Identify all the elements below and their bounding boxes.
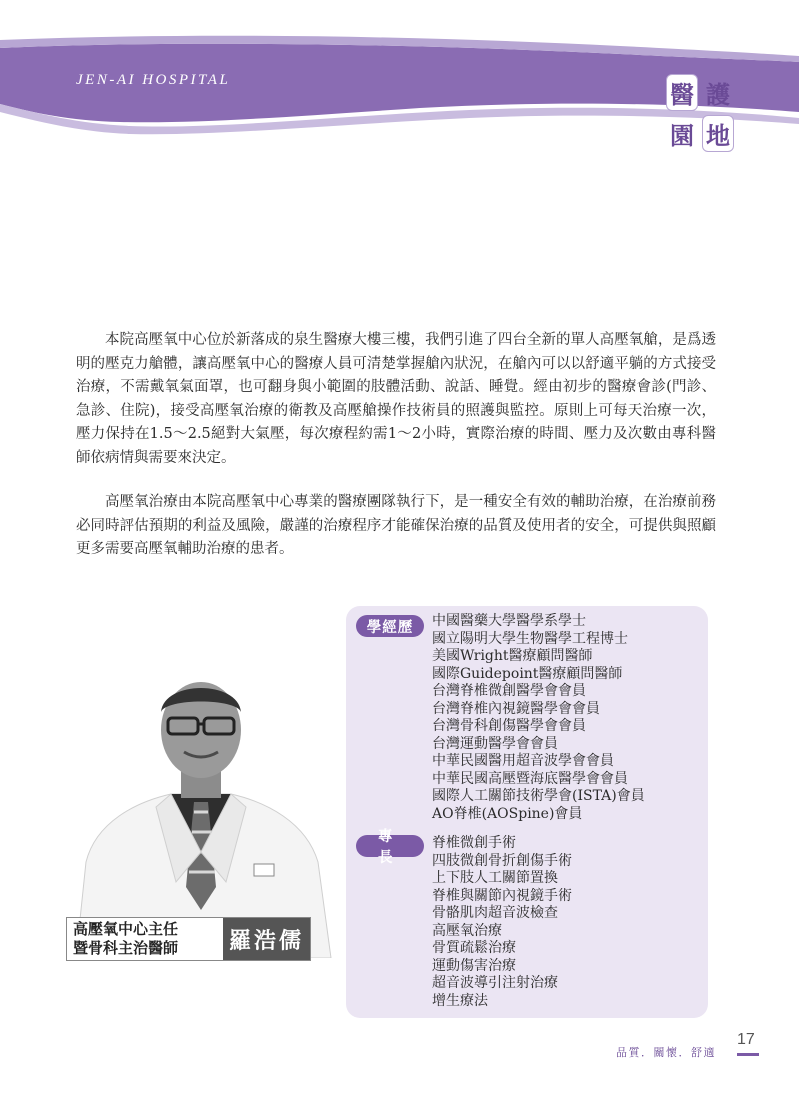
page-number: 17 xyxy=(737,1031,755,1048)
doctor-portrait xyxy=(56,652,346,958)
specialty-item: 超音波導引注射治療 xyxy=(432,975,558,991)
specialty-label: 專長 xyxy=(356,835,424,857)
specialty-item: 高壓氧治療 xyxy=(432,922,502,939)
specialty-list xyxy=(432,835,572,1010)
specialty-item: 脊椎與關節內視鏡手術 xyxy=(432,887,572,904)
specialty-item: 增生療法 xyxy=(432,992,488,1009)
doctor-titles xyxy=(67,918,223,960)
doctor-name: 羅浩儒 xyxy=(223,918,310,960)
doctor-info-panel xyxy=(346,606,708,1018)
education-item: 中國醫藥大學醫學系學士 xyxy=(432,613,586,629)
education-item: 中華民國高壓暨海底醫學會會員 xyxy=(432,770,628,787)
article-paragraph: 高壓氧治療由本院高壓氧中心專業的醫療團隊執行下，是一種安全有效的輔助治療，在治療前務必同時評估預期的利益及風險，嚴謹的治療程序才能確保治療的品質及使用者的安全，可提供與照顧更多需要高壓氧輔助治療的患者。 xyxy=(76,494,716,557)
footer-rule xyxy=(737,1053,759,1056)
footer-tagline: 品質．關懷．舒適 xyxy=(616,1046,716,1059)
section-badge xyxy=(664,72,736,150)
doctor-title-line: 暨骨科主治醫師 xyxy=(73,939,179,957)
education-item: 國立陽明大學生物醫學工程博士 xyxy=(432,630,628,647)
specialty-item: 四肢微創骨折創傷手術 xyxy=(432,852,572,869)
badge-char: 護 xyxy=(706,81,730,109)
article-paragraph: 本院高壓氧中心位於新落成的泉生醫療大樓三樓，我們引進了四台全新的單人高壓氧艙，是爲透明的壓克力艙體，讓高壓氧中心的醫療人員可清楚掌握艙內狀況，在艙內可以以舒適平躺的方式接受治療，不需戴氧氣面罩，也可翻身與小範圍的肢體活動、說話、睡覺。經由初步的醫療會診(門診、急診、住院)，接受高壓氧治療的衛教及高壓艙操作技術員的照護與監控。原則上可每天治療一次，壓力保持在1.5～2.5絕對大氣壓，每次療程約需1～2小時，實際治療的時間、壓力及次數由專科醫師依病情與需要來決定。 xyxy=(76,332,716,466)
education-item: 國際Guidepoint醫療顧問醫師 xyxy=(432,665,623,682)
specialty-item: 運動傷害治療 xyxy=(432,957,516,974)
education-item: AO脊椎(AOSpine)會員 xyxy=(432,805,583,822)
education-label: 學經歷 xyxy=(356,615,424,637)
education-item: 中華民國醫用超音波學會會員 xyxy=(432,753,614,769)
badge-char: 醫 xyxy=(666,74,698,111)
education-item: 台灣骨科創傷醫學會會員 xyxy=(432,718,586,734)
specialty-item: 骨骼肌肉超音波檢查 xyxy=(432,905,558,921)
doctor-nameplate xyxy=(66,917,311,961)
hospital-name: JEN-AI HOSPITAL xyxy=(76,72,231,88)
education-item: 台灣脊椎微創醫學會會員 xyxy=(432,683,586,699)
doctor-title-line: 高壓氧中心主任 xyxy=(73,920,179,938)
education-item: 台灣脊椎內視鏡醫學會會員 xyxy=(432,700,600,717)
specialty-item: 脊椎微創手術 xyxy=(432,835,516,851)
badge-char: 地 xyxy=(702,115,734,152)
education-item: 國際人工關節技術學會(ISTA)會員 xyxy=(432,788,645,804)
education-item: 美國Wright醫療顧問醫師 xyxy=(432,648,593,664)
specialty-item: 骨質疏鬆治療 xyxy=(432,940,516,956)
badge-char: 園 xyxy=(670,122,694,150)
specialty-item: 上下肢人工關節置換 xyxy=(432,870,558,886)
education-item: 台灣運動醫學會會員 xyxy=(432,735,558,752)
education-list xyxy=(432,613,645,823)
